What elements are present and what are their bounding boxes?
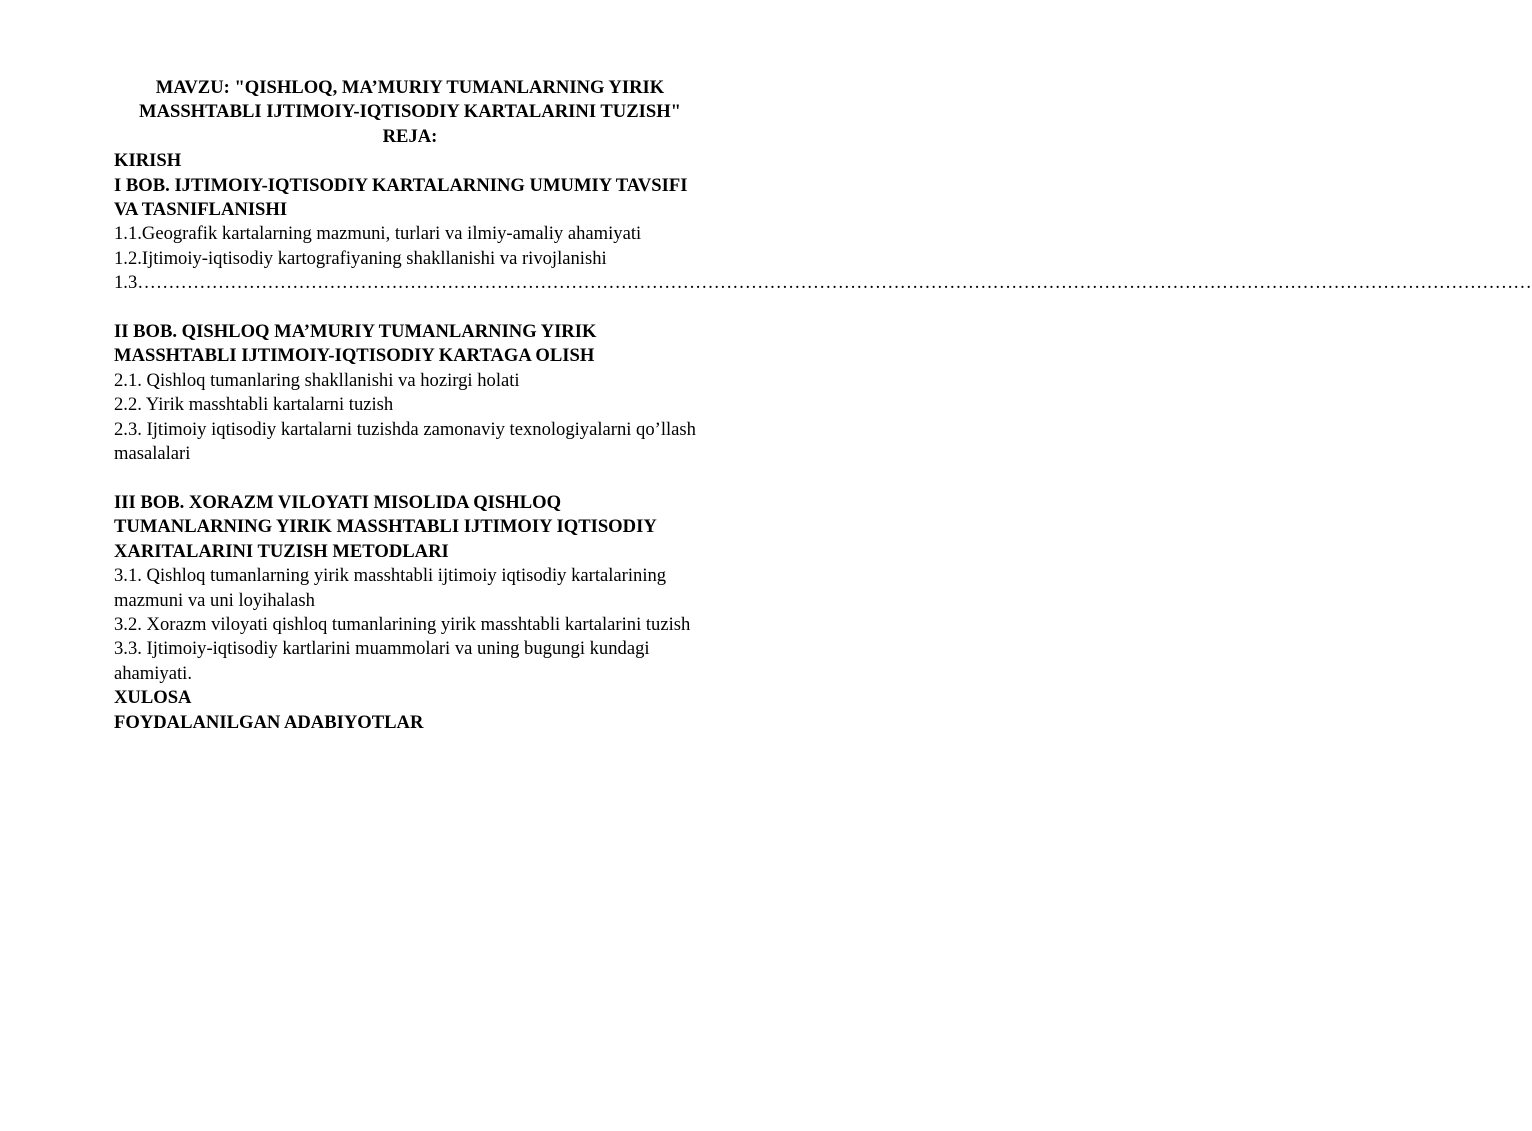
section-3-1: 3.1. Qishloq tumanlarning yirik masshtabli ijtimoiy iqtisodiy kartalarining bbox=[114, 565, 667, 587]
chapter-2-heading-line-1: II BOB. QISHLOQ MA’MURIY TUMANLARNING YIRIK bbox=[114, 321, 597, 343]
spacer bbox=[114, 296, 706, 320]
chapter-2-heading-line-2: MASSHTABLI IJTIMOIY-IQTISODIY KARTAGA OLISH bbox=[114, 345, 595, 367]
title-line-1: MAVZU: "QISHLOQ, MA’MURIY TUMANLARNING YIRIK bbox=[155, 77, 665, 98]
section-3-2: 3.2. Xorazm viloyati qishloq tumanlarining yirik masshtabli kartalarini tuzish bbox=[114, 613, 691, 635]
plan-heading: REJA: bbox=[382, 125, 438, 147]
chapter-3 bbox=[114, 491, 706, 686]
section-2-3-continued: masalalari bbox=[114, 443, 191, 465]
section-1-1: 1.1.Geografik kartalarning mazmuni, turlari va ilmiy-amaliy ahamiyati bbox=[114, 223, 642, 245]
chapter-3-heading-line-3: XARITALARINI TUZISH METODLARI bbox=[114, 540, 449, 562]
conclusion-heading: XULOSA bbox=[114, 687, 192, 709]
section-2-2: 2.2. Yirik masshtabli kartalarni tuzish bbox=[114, 394, 394, 416]
references-heading: FOYDALANILGAN ADABIYOTLAR bbox=[114, 711, 424, 733]
chapter-3-heading-line-1: III BOB. XORAZM VILOYATI MISOLIDA QISHLOQ bbox=[114, 491, 562, 513]
intro-heading: KIRISH bbox=[114, 150, 182, 172]
spacer bbox=[114, 466, 706, 490]
document-page bbox=[114, 76, 1532, 735]
chapter-1-heading-line-1: I BOB. IJTIMOIY-IQTISODIY KARTALARNING UMUMIY TAVSIFI bbox=[114, 174, 688, 196]
section-3-3-continued: ahamiyati. bbox=[114, 662, 192, 684]
section-1-3: 1.3……………………………………………………………………………………………………………………………………………………………………………………………………… bbox=[114, 272, 1532, 294]
chapter-3-heading-line-2: TUMANLARNING YIRIK MASSHTABLI IJTIMOIY IQTISODIY bbox=[114, 516, 657, 538]
document-title bbox=[114, 76, 706, 149]
section-2-3: 2.3. Ijtimoiy iqtisodiy kartalarni tuzishda zamonaviy texnologiyalarni qo’llash bbox=[114, 418, 696, 440]
section-2-1: 2.1. Qishloq tumanlaring shakllanishi va hozirgi holati bbox=[114, 369, 520, 391]
section-3-3: 3.3. Ijtimoiy-iqtisodiy kartlarini muammolari va uning bugungi kundagi bbox=[114, 638, 650, 660]
section-1-2: 1.2.Ijtimoiy-iqtisodiy kartografiyaning shakllanishi va rivojlanishi bbox=[114, 247, 607, 269]
title-line-2: MASSHTABLI IJTIMOIY-IQTISODIY KARTALARINI TUZISH" bbox=[139, 101, 681, 123]
chapter-2 bbox=[114, 320, 706, 466]
section-3-1-continued: mazmuni va uni loyihalash bbox=[114, 589, 315, 611]
chapter-1-heading-line-2: VA TASNIFLANISHI bbox=[114, 199, 288, 221]
chapter-1 bbox=[114, 174, 1532, 296]
